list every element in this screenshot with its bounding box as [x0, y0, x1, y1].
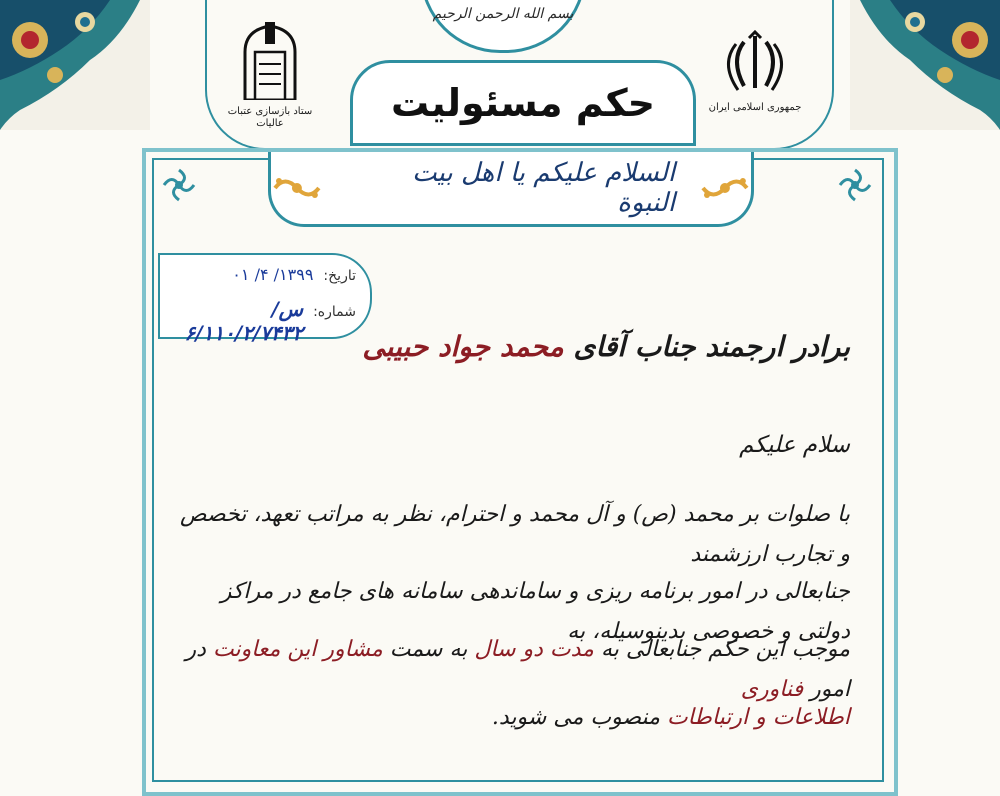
number-label: شماره: — [313, 304, 356, 320]
document-title: حکم مسئولیت — [390, 81, 656, 125]
body-line-3-part: در امور — [185, 637, 850, 702]
left-emblem-caption: ستاد بازسازی عتبات عالیات — [227, 106, 313, 129]
shrine-emblem — [220, 22, 320, 130]
corner-ornament-left — [0, 0, 150, 130]
greeting: سلام علیکم — [739, 432, 850, 458]
field-name-cont: اطلاعات و ارتباطات — [666, 705, 850, 730]
frame-flourish-icon — [836, 166, 874, 204]
date-value: ۱۳۹۹/ ۴/ ۰۱ — [232, 265, 314, 284]
body-line-2: جنابعالی در امور برنامه ریزی و ساماندهی سامانه های جامع در مراکز دولتی و خصوصی بدینوسیله، به — [220, 579, 850, 644]
basmala: بسم الله الرحمن الرحیم — [432, 6, 574, 22]
iran-coat-of-arms-icon — [722, 30, 788, 96]
salutation-band — [268, 152, 754, 227]
right-emblem-caption: جمهوری اسلامی ایران — [708, 102, 802, 113]
body-line-4-part: منصوب می شوید. — [491, 705, 667, 730]
field-name: فناوری — [740, 677, 804, 702]
body-line-4 — [170, 698, 850, 738]
shrine-logo-icon — [235, 22, 305, 100]
reference-box — [158, 253, 372, 345]
gold-arabesque-icon — [699, 173, 751, 203]
body-line-3-part: به سمت — [382, 637, 475, 662]
body-line-1: با صلوات بر محمد (ص) و آل محمد و احترام، نظر به مراتب تعهد، تخصص و تجارب ارزشمند — [180, 502, 850, 567]
position-title: مشاور این معاونت — [212, 637, 383, 662]
corner-ornament-right — [850, 0, 1000, 130]
frame-flourish-icon — [160, 166, 198, 204]
salutation-calligraphy: السلام علیکم یا اهل بیت النبوة — [412, 158, 676, 218]
recipient-line — [170, 330, 850, 363]
body-line-3-part: موجب این حکم جنابعالی به — [593, 637, 850, 662]
gold-arabesque-icon — [271, 173, 323, 203]
title-plate — [350, 60, 696, 146]
number-value: س/۶/۱۱۰/۲/۷۴۳۲ — [184, 297, 304, 345]
term-duration: مدت دو سال — [474, 637, 594, 662]
recipient-prefix: برادر ارجمند جناب آقای — [563, 330, 850, 363]
date-row — [232, 265, 356, 284]
iran-emblem — [700, 30, 810, 114]
date-label: تاریخ: — [323, 268, 356, 284]
recipient-name: محمد جواد حبیبی — [362, 330, 564, 363]
